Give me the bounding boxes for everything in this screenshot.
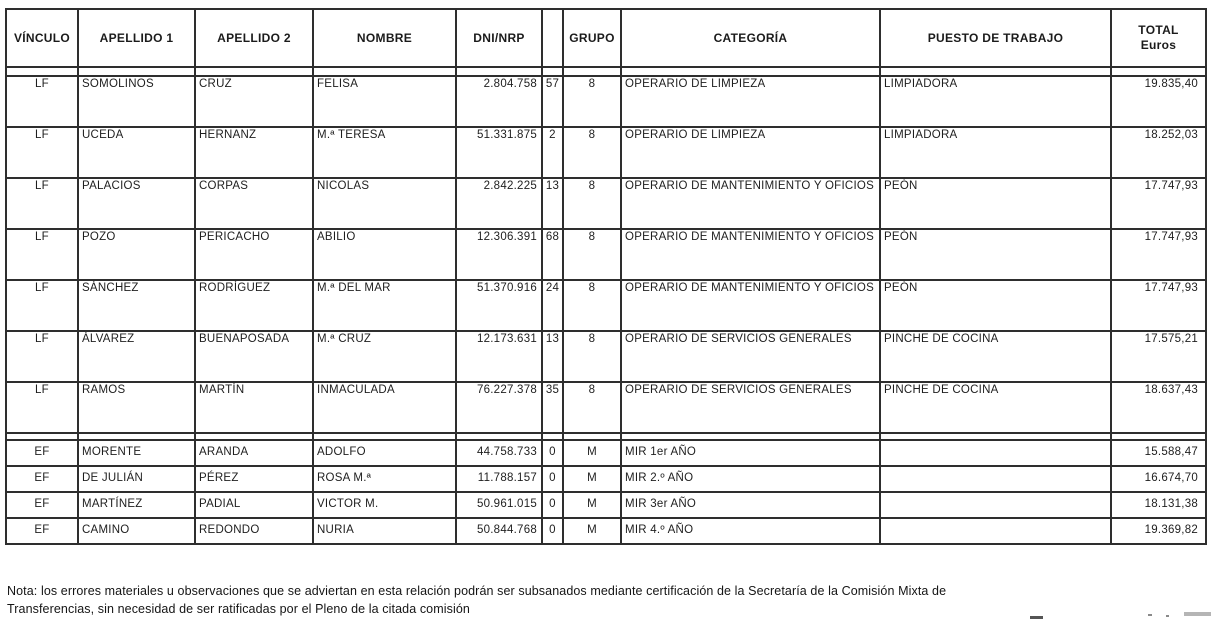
footnote xyxy=(7,583,1092,618)
scan-artifact xyxy=(1184,612,1211,616)
cell-dni: 11.788.157 xyxy=(456,466,542,492)
cell-dni: 51.370.916 xyxy=(456,280,542,331)
cell-vinculo: LF xyxy=(6,229,78,280)
cell-dni: 2.842.225 xyxy=(456,178,542,229)
cell-apellido2: CORPAS xyxy=(195,178,313,229)
cell-dni: 50.844.768 xyxy=(456,518,542,544)
cell-vinculo: LF xyxy=(6,331,78,382)
gap-cell xyxy=(542,67,563,76)
footnote-line-1: Nota: los errores materiales u observaciones que se adviertan en esta relación podrán ser subsanados mediante certificación de la Secretaría de la Comisión Mixta de xyxy=(7,584,947,598)
cell-total: 17.747,93 xyxy=(1111,229,1206,280)
column-header-grupo xyxy=(563,9,621,67)
gap-cell xyxy=(456,67,542,76)
cell-nombre: INMACULADA xyxy=(313,382,456,433)
cell-apellido1: DE JULIÁN xyxy=(78,466,195,492)
gap-cell xyxy=(563,67,621,76)
cell-grupo: 8 xyxy=(563,127,621,178)
table-row xyxy=(6,178,1206,229)
gap-cell xyxy=(313,433,456,440)
cell-apellido2: BUENAPOSADA xyxy=(195,331,313,382)
cell-check-digit: 13 xyxy=(542,178,563,229)
cell-dni: 12.173.631 xyxy=(456,331,542,382)
cell-vinculo: EF xyxy=(6,466,78,492)
cell-nombre: ADOLFO xyxy=(313,440,456,466)
cell-grupo: 8 xyxy=(563,76,621,127)
cell-categoria: OPERARIO DE MANTENIMIENTO Y OFICIOS xyxy=(621,229,880,280)
cell-total: 18.252,03 xyxy=(1111,127,1206,178)
cell-apellido1: ÁLVAREZ xyxy=(78,331,195,382)
cell-apellido2: PERICACHO xyxy=(195,229,313,280)
cell-total: 16.674,70 xyxy=(1111,466,1206,492)
cell-grupo: 8 xyxy=(563,382,621,433)
cell-dni: 76.227.378 xyxy=(456,382,542,433)
gap-cell xyxy=(542,433,563,440)
column-header-label: APELLIDO 2 xyxy=(217,30,291,45)
column-header-label: VÍNCULO xyxy=(13,30,71,45)
cell-total: 19.369,82 xyxy=(1111,518,1206,544)
scan-artifact xyxy=(1166,615,1169,617)
cell-apellido1: MARTÍNEZ xyxy=(78,492,195,518)
table-section-gap xyxy=(6,433,1206,440)
cell-apellido2: HERNANZ xyxy=(195,127,313,178)
cell-nombre: M.ª TERESA xyxy=(313,127,456,178)
cell-grupo: M xyxy=(563,440,621,466)
gap-cell xyxy=(456,433,542,440)
gap-cell xyxy=(6,433,78,440)
cell-check-digit: 68 xyxy=(542,229,563,280)
table-row xyxy=(6,76,1206,127)
cell-nombre: VICTOR M. xyxy=(313,492,456,518)
personnel-table xyxy=(5,8,1207,545)
cell-check-digit: 2 xyxy=(542,127,563,178)
cell-apellido2: ARANDA xyxy=(195,440,313,466)
cell-vinculo: EF xyxy=(6,492,78,518)
cell-grupo: 8 xyxy=(563,229,621,280)
column-header-label: TOTAL xyxy=(1138,23,1179,37)
cell-apellido2: CRUZ xyxy=(195,76,313,127)
cell-puesto: LIMPIADORA xyxy=(880,127,1111,178)
cell-vinculo: EF xyxy=(6,518,78,544)
cell-vinculo: EF xyxy=(6,440,78,466)
cell-nombre: NICOLAS xyxy=(313,178,456,229)
gap-cell xyxy=(1111,433,1206,440)
gap-cell xyxy=(78,433,195,440)
column-header-label: DNI/NRP xyxy=(473,30,525,45)
column-header-puesto xyxy=(880,9,1111,67)
cell-apellido1: CAMINO xyxy=(78,518,195,544)
cell-apellido1: MORENTE xyxy=(78,440,195,466)
column-header-apellido2 xyxy=(195,9,313,67)
cell-puesto xyxy=(880,518,1111,544)
table-row xyxy=(6,518,1206,544)
table-header-row xyxy=(6,9,1206,67)
cell-apellido1: UCEDA xyxy=(78,127,195,178)
cell-categoria: OPERARIO DE MANTENIMIENTO Y OFICIOS xyxy=(621,178,880,229)
gap-cell xyxy=(563,433,621,440)
column-header-vinculo xyxy=(6,9,78,67)
cell-grupo: 8 xyxy=(563,178,621,229)
table-row xyxy=(6,280,1206,331)
cell-nombre: FELISA xyxy=(313,76,456,127)
cell-vinculo: LF xyxy=(6,178,78,229)
table-row xyxy=(6,331,1206,382)
scan-artifact xyxy=(1148,614,1152,616)
gap-cell xyxy=(621,433,880,440)
cell-puesto: PEÓN xyxy=(880,178,1111,229)
cell-categoria: OPERARIO DE LIMPIEZA xyxy=(621,76,880,127)
cell-total: 18.131,38 xyxy=(1111,492,1206,518)
cell-puesto xyxy=(880,492,1111,518)
cell-categoria: OPERARIO DE SERVICIOS GENERALES xyxy=(621,331,880,382)
cell-apellido1: POZO xyxy=(78,229,195,280)
cell-apellido1: SÁNCHEZ xyxy=(78,280,195,331)
cell-categoria: OPERARIO DE SERVICIOS GENERALES xyxy=(621,382,880,433)
column-header-apellido1 xyxy=(78,9,195,67)
cell-categoria: MIR 4.º AÑO xyxy=(621,518,880,544)
cell-dni: 12.306.391 xyxy=(456,229,542,280)
cell-vinculo: LF xyxy=(6,382,78,433)
cell-puesto xyxy=(880,466,1111,492)
gap-cell xyxy=(6,67,78,76)
cell-check-digit: 0 xyxy=(542,518,563,544)
cell-grupo: M xyxy=(563,518,621,544)
cell-total: 19.835,40 xyxy=(1111,76,1206,127)
gap-cell xyxy=(313,67,456,76)
cell-apellido2: RODRÍGUEZ xyxy=(195,280,313,331)
cell-total: 17.575,21 xyxy=(1111,331,1206,382)
cell-categoria: MIR 2.º AÑO xyxy=(621,466,880,492)
column-header-dni xyxy=(456,9,542,67)
gap-cell xyxy=(195,67,313,76)
cell-nombre: ABILIO xyxy=(313,229,456,280)
gap-cell xyxy=(621,67,880,76)
cell-check-digit: 0 xyxy=(542,492,563,518)
column-header-label: GRUPO xyxy=(569,30,615,45)
cell-puesto: PINCHE DE COCINA xyxy=(880,331,1111,382)
cell-apellido1: PALACIOS xyxy=(78,178,195,229)
cell-check-digit: 13 xyxy=(542,331,563,382)
column-header-label: NOMBRE xyxy=(356,30,413,45)
table-row xyxy=(6,466,1206,492)
cell-apellido1: RAMOS xyxy=(78,382,195,433)
column-header-check-digit xyxy=(542,9,563,67)
cell-puesto xyxy=(880,440,1111,466)
cell-puesto: LIMPIADORA xyxy=(880,76,1111,127)
cell-grupo: 8 xyxy=(563,280,621,331)
cell-vinculo: LF xyxy=(6,127,78,178)
column-header-label: PUESTO DE TRABAJO xyxy=(927,30,1064,45)
cell-total: 17.747,93 xyxy=(1111,178,1206,229)
cell-grupo: M xyxy=(563,492,621,518)
footnote-line-2: Transferencias, sin necesidad de ser ratificadas por el Pleno de la citada comisión xyxy=(7,601,470,616)
column-header-sublabel: Euros xyxy=(1140,38,1177,52)
cell-categoria: MIR 3er AÑO xyxy=(621,492,880,518)
column-header-nombre xyxy=(313,9,456,67)
cell-check-digit: 0 xyxy=(542,440,563,466)
table-row xyxy=(6,492,1206,518)
cell-apellido2: REDONDO xyxy=(195,518,313,544)
cell-categoria: OPERARIO DE MANTENIMIENTO Y OFICIOS xyxy=(621,280,880,331)
gap-cell xyxy=(78,67,195,76)
cell-puesto: PEÓN xyxy=(880,229,1111,280)
cell-puesto: PINCHE DE COCINA xyxy=(880,382,1111,433)
cell-total: 15.588,47 xyxy=(1111,440,1206,466)
cell-nombre: M.ª CRUZ xyxy=(313,331,456,382)
cell-apellido1: SOMOLINOS xyxy=(78,76,195,127)
cell-nombre: ROSA M.ª xyxy=(313,466,456,492)
table-section-gap xyxy=(6,67,1206,76)
gap-cell xyxy=(880,433,1111,440)
cell-nombre: M.ª DEL MAR xyxy=(313,280,456,331)
cell-total: 18.637,43 xyxy=(1111,382,1206,433)
cell-grupo: 8 xyxy=(563,331,621,382)
gap-cell xyxy=(880,67,1111,76)
cell-puesto: PEÓN xyxy=(880,280,1111,331)
cell-vinculo: LF xyxy=(6,280,78,331)
column-header-total xyxy=(1111,9,1206,67)
cell-apellido2: PADIAL xyxy=(195,492,313,518)
column-header-categoria xyxy=(621,9,880,67)
cell-check-digit: 0 xyxy=(542,466,563,492)
cell-dni: 44.758.733 xyxy=(456,440,542,466)
cell-grupo: M xyxy=(563,466,621,492)
table-row xyxy=(6,127,1206,178)
cell-apellido2: PÉREZ xyxy=(195,466,313,492)
scan-artifact xyxy=(1030,616,1043,619)
cell-categoria: OPERARIO DE LIMPIEZA xyxy=(621,127,880,178)
cell-dni: 51.331.875 xyxy=(456,127,542,178)
cell-dni: 2.804.758 xyxy=(456,76,542,127)
table-row xyxy=(6,382,1206,433)
column-header-label: CATEGORÍA xyxy=(713,30,788,45)
cell-nombre: NURIA xyxy=(313,518,456,544)
cell-vinculo: LF xyxy=(6,76,78,127)
cell-check-digit: 24 xyxy=(542,280,563,331)
gap-cell xyxy=(195,433,313,440)
cell-check-digit: 35 xyxy=(542,382,563,433)
gap-cell xyxy=(1111,67,1206,76)
cell-dni: 50.961.015 xyxy=(456,492,542,518)
cell-check-digit: 57 xyxy=(542,76,563,127)
cell-categoria: MIR 1er AÑO xyxy=(621,440,880,466)
column-header-label: APELLIDO 1 xyxy=(99,30,174,45)
table-row xyxy=(6,440,1206,466)
cell-total: 17.747,93 xyxy=(1111,280,1206,331)
table-row xyxy=(6,229,1206,280)
cell-apellido2: MARTÍN xyxy=(195,382,313,433)
